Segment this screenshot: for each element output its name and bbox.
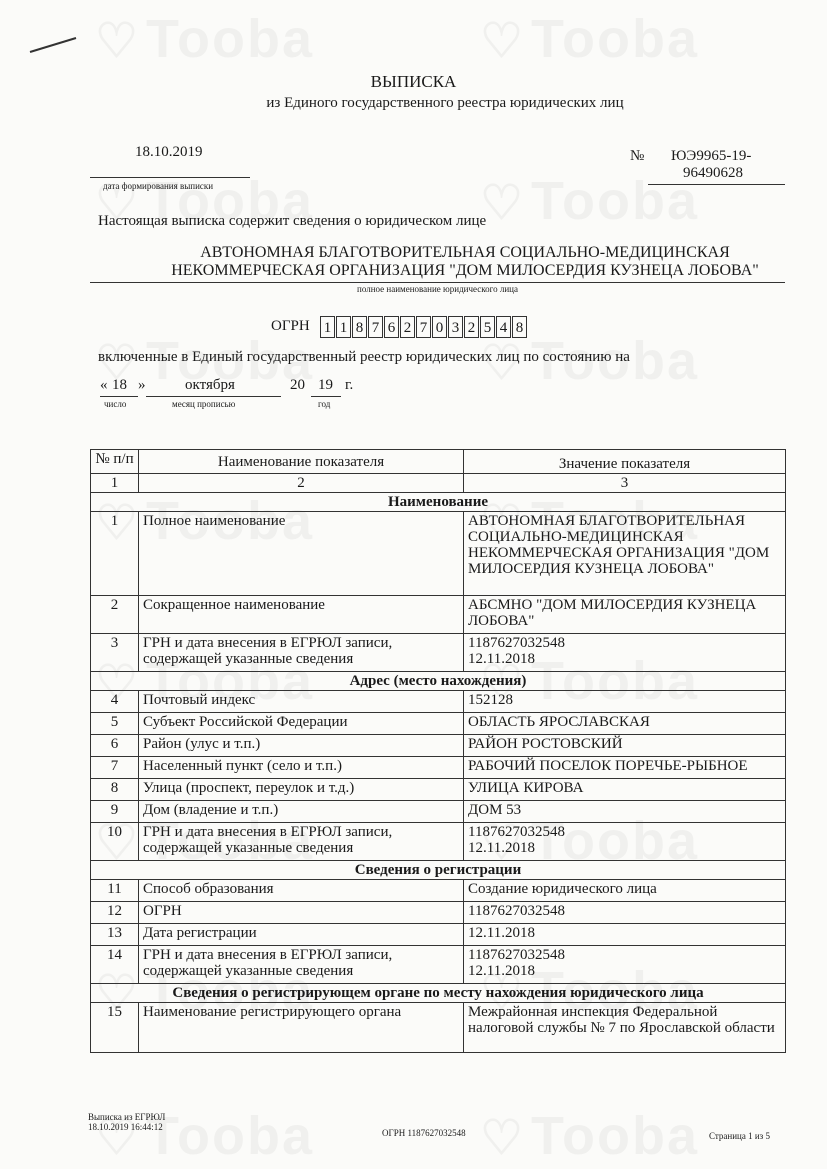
state-text: включенные в Единый государственный реестр юридических лиц по состоянию на (98, 349, 630, 365)
row-indicator-name: Способ образования (139, 880, 464, 902)
watermark-text (146, 9, 314, 69)
row-indicator-value: АВТОНОМНАЯ БЛАГОТВОРИТЕЛЬНАЯ СОЦИАЛЬНО-МЕДИЦИНСКАЯ НЕКОММЕРЧЕСКАЯ ОРГАНИЗАЦИЯ "ДОМ МИЛОСЕРДИЯ КУЗНЕЦА ЛОБОВА" (464, 512, 786, 596)
watermark (480, 1105, 699, 1167)
row-number: 9 (91, 801, 139, 823)
watermark (480, 170, 699, 232)
watermark (480, 8, 699, 70)
row-number: 7 (91, 757, 139, 779)
ogrn-digit-box: 2 (464, 316, 479, 338)
table-row (91, 880, 786, 902)
org-name-caption: полное наименование юридического лица (357, 284, 518, 294)
row-indicator-value: 12.11.2018 (464, 924, 786, 946)
row-indicator-name: Населенный пункт (село и т.п.) (139, 757, 464, 779)
org-name-line2: НЕКОММЕРЧЕСКАЯ ОРГАНИЗАЦИЯ "ДОМ МИЛОСЕРДИЯ КУЗНЕЦА ЛОБОВА" (171, 262, 759, 279)
row-number: 3 (91, 634, 139, 672)
header-indicator-name: Наименование показателя (139, 450, 464, 474)
row-indicator-name: ГРН и дата внесения в ЕГРЮЛ записи, содержащей указанные сведения (139, 634, 464, 672)
table-row (91, 924, 786, 946)
row-number: 1 (91, 512, 139, 596)
day-open-quote: « (100, 377, 108, 393)
row-indicator-value: РАЙОН РОСТОВСКИЙ (464, 735, 786, 757)
ogrn-digit-box: 7 (368, 316, 383, 338)
section-title: Сведения о регистрирующем органе по месту нахождения юридического лица (91, 984, 786, 1003)
column-number-2: 2 (139, 474, 464, 493)
column-number-1: 1 (91, 474, 139, 493)
document-subtitle: из Единого государственного реестра юридических лиц (266, 95, 624, 111)
row-number: 2 (91, 596, 139, 634)
row-number: 8 (91, 779, 139, 801)
header-number: № п/п (91, 450, 139, 474)
row-indicator-name: Полное наименование (139, 512, 464, 596)
header-indicator-value: Значение показателя (464, 450, 786, 474)
row-number: 6 (91, 735, 139, 757)
ogrn-digit-box: 3 (448, 316, 463, 338)
table-header-row (91, 450, 786, 474)
section-title: Наименование (91, 493, 786, 512)
statement-date-caption: дата формирования выписки (103, 181, 214, 191)
table-row (91, 691, 786, 713)
row-indicator-value: Межрайонная инспекция Федеральной налоговой службы № 7 по Ярославской области (464, 1003, 786, 1053)
state-month: октября (185, 377, 235, 393)
table-row (91, 512, 786, 596)
row-indicator-name: ГРН и дата внесения в ЕГРЮЛ записи, содержащей указанные сведения (139, 823, 464, 861)
row-indicator-value: 1187627032548 12.11.2018 (464, 823, 786, 861)
table-row (91, 902, 786, 924)
table-row (91, 801, 786, 823)
statement-number-line1: ЮЭ9965-19- (671, 148, 752, 164)
watermark (95, 8, 314, 70)
table-row (91, 596, 786, 634)
day-caption: число (104, 399, 127, 409)
statement-date: 18.10.2019 (135, 144, 203, 160)
row-number: 5 (91, 713, 139, 735)
month-caption: месяц прописью (172, 399, 236, 409)
table-row (91, 946, 786, 984)
row-indicator-value: Создание юридического лица (464, 880, 786, 902)
row-indicator-name: Улица (проспект, переулок и т.д.) (139, 779, 464, 801)
row-indicator-name: Сокращенное наименование (139, 596, 464, 634)
ogrn-digit-box: 8 (352, 316, 367, 338)
row-indicator-name: Наименование регистрирующего органа (139, 1003, 464, 1053)
row-number: 11 (91, 880, 139, 902)
watermark-text (146, 1106, 314, 1166)
ogrn-label: ОГРН (271, 318, 310, 334)
day-close-quote: » (138, 377, 146, 393)
state-day: 18 (112, 377, 127, 393)
row-indicator-value: 1187627032548 (464, 902, 786, 924)
row-indicator-value: АБСМНО "ДОМ МИЛОСЕРДИЯ КУЗНЕЦА ЛОБОВА" (464, 596, 786, 634)
row-indicator-value: 1187627032548 12.11.2018 (464, 634, 786, 672)
row-indicator-value: РАБОЧИЙ ПОСЕЛОК ПОРЕЧЬЕ-РЫБНОЕ (464, 757, 786, 779)
year-caption: год (318, 399, 331, 409)
row-indicator-name: Район (улус и т.п.) (139, 735, 464, 757)
table-row (91, 823, 786, 861)
watermark-text (531, 9, 699, 69)
row-indicator-name: Почтовый индекс (139, 691, 464, 713)
table-row (91, 779, 786, 801)
number-sign: № (630, 148, 645, 164)
table-row (91, 713, 786, 735)
watermark-text (531, 1106, 699, 1166)
row-indicator-name: Субъект Российской Федерации (139, 713, 464, 735)
footer-ogrn: ОГРН 1187627032548 (382, 1128, 466, 1138)
intro-text: Настоящая выписка содержит сведения о юридическом лице (98, 213, 487, 229)
footer-left-line2: 18.10.2019 16:44:12 (88, 1122, 163, 1132)
ogrn-digit-box: 2 (400, 316, 415, 338)
watermark-text (531, 171, 699, 231)
footer-left (88, 1112, 165, 1132)
row-indicator-value: ОБЛАСТЬ ЯРОСЛАВСКАЯ (464, 713, 786, 735)
ogrn-digit-box: 0 (432, 316, 447, 338)
ogrn-digit-box: 5 (480, 316, 495, 338)
state-year-suffix: 19 (318, 377, 333, 393)
row-indicator-value: УЛИЦА КИРОВА (464, 779, 786, 801)
statement-number-line2: 96490628 (683, 165, 743, 181)
page-number: Страница 1 из 5 (709, 1131, 770, 1141)
section-header-row (91, 672, 786, 691)
section-header-row (91, 493, 786, 512)
heart-icon (95, 15, 140, 68)
ogrn-digit-box: 8 (512, 316, 527, 338)
state-year-prefix: 20 (290, 377, 305, 393)
row-indicator-value: 152128 (464, 691, 786, 713)
row-number: 13 (91, 924, 139, 946)
row-number: 12 (91, 902, 139, 924)
table-row (91, 735, 786, 757)
org-name-line1: АВТОНОМНАЯ БЛАГОТВОРИТЕЛЬНАЯ СОЦИАЛЬНО-МЕДИЦИНСКАЯ (200, 244, 730, 261)
row-number: 10 (91, 823, 139, 861)
ogrn-digit-box: 1 (320, 316, 335, 338)
table-row (91, 757, 786, 779)
section-title: Адрес (место нахождения) (91, 672, 786, 691)
row-number: 14 (91, 946, 139, 984)
row-indicator-name: Дом (владение и т.п.) (139, 801, 464, 823)
heart-icon (480, 177, 525, 230)
section-title: Сведения о регистрации (91, 861, 786, 880)
document-title: ВЫПИСКА (370, 72, 457, 91)
heart-icon (480, 1112, 525, 1165)
ogrn-digit-box: 1 (336, 316, 351, 338)
table-row (91, 634, 786, 672)
row-indicator-name: ОГРН (139, 902, 464, 924)
ogrn-digit-box: 6 (384, 316, 399, 338)
section-header-row (91, 984, 786, 1003)
heart-icon (480, 15, 525, 68)
footer-left-line1: Выписка из ЕГРЮЛ (88, 1112, 166, 1122)
state-year-unit: г. (345, 377, 354, 393)
ogrn-digit-boxes (320, 316, 528, 338)
section-header-row (91, 861, 786, 880)
ogrn-digit-box: 4 (496, 316, 511, 338)
row-indicator-value: ДОМ 53 (464, 801, 786, 823)
table-row (91, 1003, 786, 1053)
pen-mark (28, 34, 80, 56)
row-indicator-name: Дата регистрации (139, 924, 464, 946)
row-number: 15 (91, 1003, 139, 1053)
column-number-3: 3 (464, 474, 786, 493)
row-indicator-name: ГРН и дата внесения в ЕГРЮЛ записи, содержащей указанные сведения (139, 946, 464, 984)
table-column-number-row (91, 474, 786, 493)
row-indicator-value: 1187627032548 12.11.2018 (464, 946, 786, 984)
row-number: 4 (91, 691, 139, 713)
ogrn-digit-box: 7 (416, 316, 431, 338)
register-table (90, 449, 786, 1053)
